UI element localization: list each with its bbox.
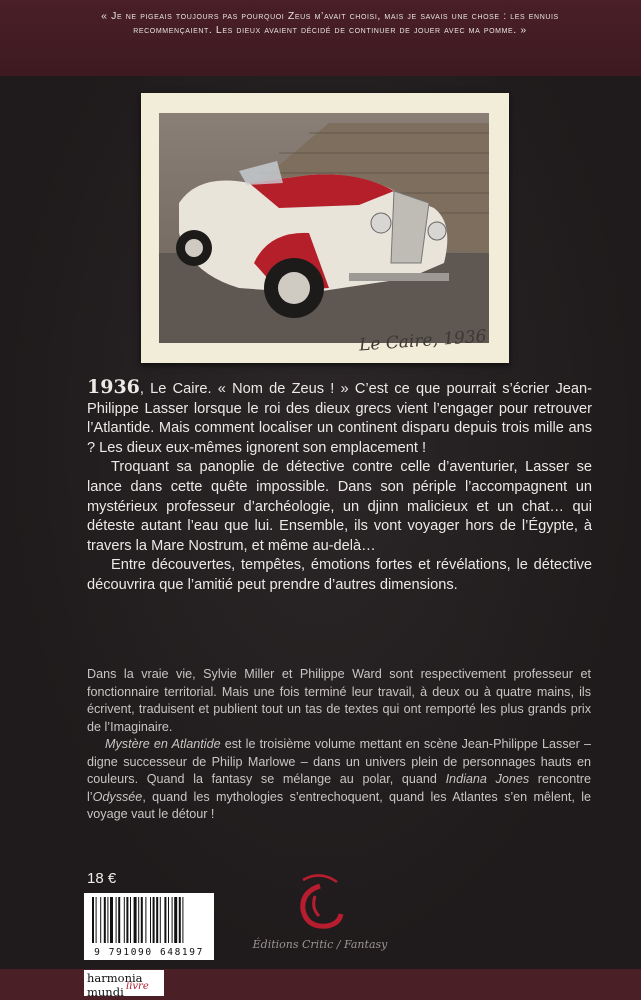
distributor-logo [84,970,164,999]
price-label: 18 € [87,870,117,887]
bio-paragraph-1: Dans la vraie vie, Sylvie Miller et Philippe Ward sont respectivement professeur et fonctionnaire territorial. Mais une fois terminé leur travail, à deux ou à quatre mains, ils écrivent, traduisent et publient tout un tas de textes qui ont remporté les plus grands prix de l’Imaginaire. [87,667,591,734]
synopsis-text-1: , Le Caire. « Nom de Zeus ! » C’est ce que pourrait s’écrier Jean-Philippe Lasser lorsque le roi des dieux grecs vient l’engager pour retrouver l’Atlantide. Mais comment localiser un continent disparu depuis trois mille ans ? Les dieux eux-mêmes ignorent son emplacement ! [87,381,592,456]
synopsis-year: 1936 [87,376,140,398]
vintage-car-photo [159,113,489,343]
photo-card [141,93,509,363]
bio-indiana: Indiana Jones [445,772,530,786]
bio-odyssee: Odyssée [92,789,143,804]
distributor-sub: livre [126,981,149,992]
author-bio [87,666,591,824]
synopsis [87,378,592,596]
barcode-digits: 9 791090 648197 [94,947,204,958]
barcode [84,893,214,960]
back-cover-quote: « Je ne pigeais toujours pas pourquoi Zeus m’avait choisi, mais je savais une chose : les ennuis recommençaient. Les dieux avaient décidé de continuer de jouer avec ma pomme. » [101,10,559,36]
bio-text-c: , quand les mythologies s’entrechoquent, quand les Atlantes s’en mêlent, le voyage vaut le détour ! [87,789,591,821]
car-illustration [159,113,489,343]
synopsis-paragraph-1 [87,378,592,458]
publisher-logo [245,868,395,958]
quote-band [0,0,641,77]
bio-text-a: est le troisième volume mettant en scène Jean-Philippe Lasser – digne successeur de Philip Marlowe – dans un univers plein de personnages hauts en couleurs. Quand la fantasy se mélange au polar, quand [87,737,591,786]
synopsis-paragraph-2: Troquant sa panoplie de détective contre celle d’aventurier, Lasser se lance dans cette quête impossible. Dans son périple l’accompagnent un mystérieux professeur d’archéologie, un djinn malicieux et un chat… qui déteste autant l’eau que lui. Ensemble, ils vont voyager hors de l’Égypte, à travers la Mare Nostrum, et même au-delà… [87,459,592,554]
photo-caption: Le Caire, 1936 [358,326,488,356]
book-title: Mystère en Atlantide [105,737,221,751]
distributor-name: harmonia mundi [87,971,143,999]
synopsis-paragraph-3: Entre découvertes, tempêtes, émotions fortes et révélations, le détective découvrira que l’amitié peut prendre d’autres dimensions. [87,557,592,593]
bio-paragraph-2 [87,736,591,824]
publisher-name: Éditions Critic / Fantasy [252,938,388,951]
critic-logo-icon [245,868,395,938]
barcode-bars [84,893,214,947]
bio-text-b: rencontre l’ [87,772,591,804]
